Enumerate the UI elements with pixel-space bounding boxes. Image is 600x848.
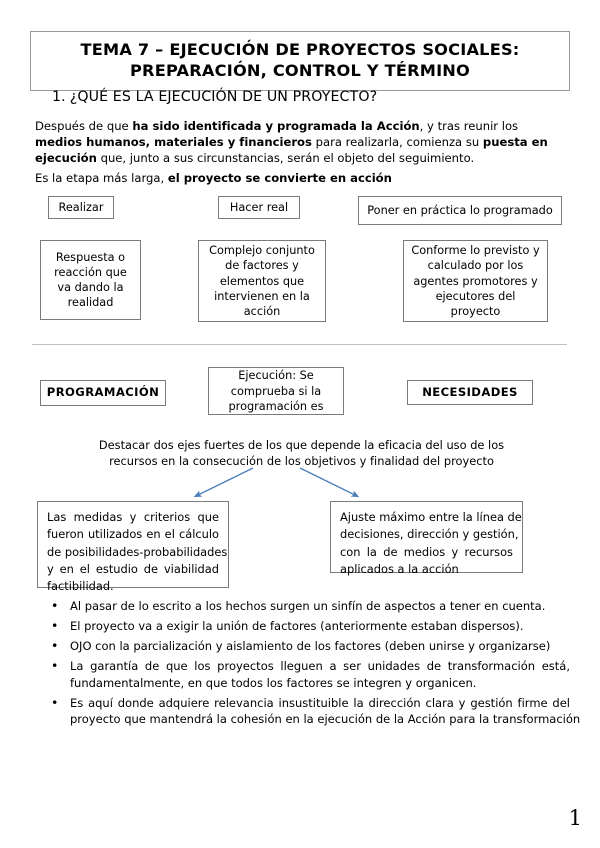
box-medidas-line: Las medidas y criterios que xyxy=(47,510,219,524)
box-complejo-conjunto xyxy=(198,240,326,322)
list-item xyxy=(68,658,570,691)
box-programacion-label: PROGRAMACIÓN xyxy=(46,385,160,400)
box-ajuste-line: decisiones, dirección y gestión, xyxy=(340,527,519,542)
intro-seg-4: que, junto a sus circunstancias, serán el objeto del seguimiento. xyxy=(96,151,475,166)
title-line-2: PREPARACIÓN, CONTROL Y TÉRMINO xyxy=(129,61,471,81)
intro-bold-3: puesta en ejecución xyxy=(35,135,548,166)
bullet-list xyxy=(42,598,581,728)
section-number: 1. xyxy=(52,89,66,105)
arrow-left xyxy=(196,468,253,496)
box-respuesta xyxy=(40,240,141,320)
box-conforme-previsto-label: Conforme lo previsto y calculado por los agentes promotores y ejecutores del proyecto xyxy=(411,244,540,318)
box-medidas-line: fueron utilizados en el cálculo xyxy=(47,527,219,542)
intro-seg-2: , y tras reunir los xyxy=(419,119,519,133)
section-heading-text: ¿QUÉ ES LA EJECUCIÓN DE UN PROYECTO? xyxy=(69,89,378,105)
box-complejo-conjunto-label: Complejo conjunto de factores y elementos que intervienen en la acción xyxy=(209,244,315,318)
arrow-right xyxy=(300,468,357,496)
box-necesidades-label: NECESIDADES xyxy=(422,384,518,399)
page-number: 1 xyxy=(568,806,582,830)
list-item-line: proyecto que mantendrá la cohesión en la ejecución de la Acción para la transformación xyxy=(70,712,581,727)
title-line-1: TEMA 7 – EJECUCIÓN DE PROYECTOS SOCIALES: xyxy=(80,40,520,59)
list-item xyxy=(68,618,570,635)
box-necesidades xyxy=(407,380,533,405)
box-realizar-label: Realizar xyxy=(58,201,104,214)
box-conforme-previsto xyxy=(403,240,548,322)
intro-seg-1: Después de que xyxy=(35,119,133,133)
etapa-paragraph xyxy=(35,170,567,186)
box-ejecucion-comprueba-label: Ejecución: Se comprueba si la programación es xyxy=(228,369,324,413)
box-medidas-line: y en el estudio de viabilidad xyxy=(47,561,219,576)
box-poner-en-practica xyxy=(358,196,562,225)
box-poner-en-practica-label: Poner en práctica lo programado xyxy=(367,203,553,217)
box-hacer-real-label: Hacer real xyxy=(229,201,289,214)
box-ajuste-line: aplicados a la acción xyxy=(340,561,459,576)
box-ajuste-line: con la de medios y recursos xyxy=(340,544,513,559)
list-item-line: El proyecto va a exigir la unión de factores (anteriormente estaban dispersos). xyxy=(70,619,524,634)
intro-seg-3: para realizarla, comienza su xyxy=(311,135,483,150)
list-item-line: Al pasar de lo escrito a los hechos surgen un sinfín de aspectos a tener en cuenta. xyxy=(70,599,546,613)
box-ajuste-maximo xyxy=(330,501,523,576)
list-item xyxy=(68,695,581,728)
list-item xyxy=(68,638,570,655)
box-medidas-line: factibilidad. xyxy=(47,579,114,594)
box-programacion xyxy=(40,380,166,406)
box-medidas-line: de posibilidades-probabilidades xyxy=(47,544,228,559)
intro-paragraph xyxy=(35,118,567,167)
list-item-line: • La garantía de que los proyectos lleguen a ser unidades de transformación está, xyxy=(70,659,570,674)
list-item-line: • Es aquí donde adquiere relevancia insustituible la dirección clara y gestión firme del xyxy=(70,695,570,710)
document-title-box xyxy=(30,31,570,91)
box-respuesta-label: Respuesta o reacción que va dando la realidad xyxy=(54,250,127,310)
box-medidas-criterios xyxy=(37,501,229,594)
list-item-line: fundamentalmente, en que todos los factores se integren y organicen. xyxy=(70,675,477,690)
list-item-line: OJO con la parcialización y aislamiento de los factores (deben unirse y organizarse) xyxy=(70,639,551,654)
axes-intro-text: Destacar dos ejes fuertes de los que depende la eficacia del uso de los recursos en la consecución de los objetivos y finalidad del proyecto xyxy=(98,438,505,469)
intro-bold-1: ha sido identificada y programada la Acción xyxy=(132,119,420,133)
section-divider xyxy=(32,344,567,345)
section-heading xyxy=(52,89,377,105)
box-hacer-real xyxy=(218,196,300,219)
box-ejecucion-comprueba xyxy=(208,367,344,415)
intro-bold-2: medios humanos, materiales y financieros xyxy=(35,135,312,150)
etapa-seg-1: Es la etapa más larga, xyxy=(35,171,168,185)
etapa-bold-1: el proyecto se convierte en acción xyxy=(167,171,392,185)
bullet-list-container xyxy=(42,598,581,731)
list-item xyxy=(68,598,570,615)
box-realizar xyxy=(48,196,114,219)
box-ajuste-line: Ajuste máximo entre la línea de xyxy=(340,510,522,524)
